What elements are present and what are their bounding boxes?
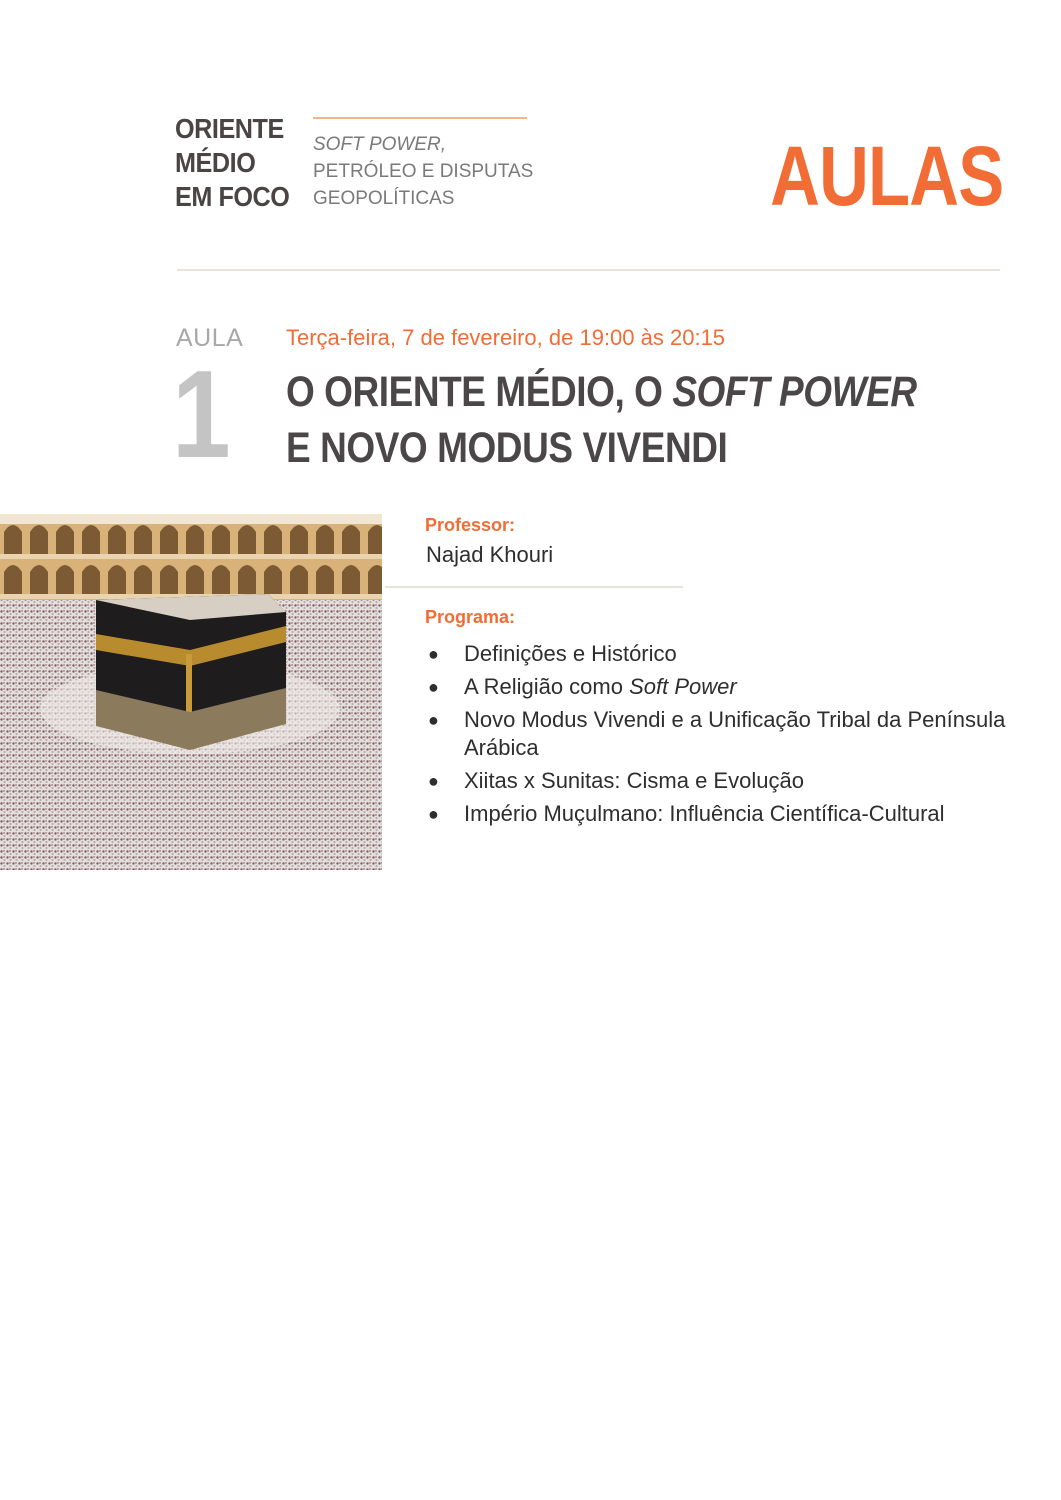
- program-item-text: A Religião como: [464, 674, 630, 699]
- program-item: [425, 673, 1025, 701]
- brand-line: MÉDIO: [175, 147, 256, 178]
- program-item: [425, 640, 1025, 668]
- kaaba-photo-illustration: [0, 514, 382, 870]
- tagline: [313, 131, 553, 212]
- program-item-text: Definições e Histórico: [464, 641, 677, 666]
- professor-name: Najad Khouri: [426, 542, 554, 567]
- lesson-title-italic: SOFT POWER: [672, 368, 917, 416]
- bullet-icon: ●: [428, 710, 439, 730]
- tagline-divider: [313, 117, 527, 119]
- program-label: Programa:: [425, 607, 516, 627]
- lesson-number: 1: [172, 346, 231, 484]
- lesson-title: [286, 364, 940, 476]
- tagline-italic: SOFT POWER,: [313, 134, 446, 155]
- brand-logo: [175, 112, 292, 214]
- lesson-date: Terça-feira, 7 de fevereiro, de 19:00 às 20:15: [286, 325, 726, 350]
- tagline-line: GEOPOLÍTICAS: [313, 188, 455, 209]
- program-item-italic: Soft Power: [629, 674, 737, 699]
- bullet-icon: ●: [428, 644, 439, 664]
- lesson-label: AULA: [176, 324, 244, 352]
- bullet-icon: ●: [428, 804, 439, 824]
- lesson-title-line1: [286, 364, 940, 420]
- brand-line: EM FOCO: [175, 181, 290, 212]
- bullet-icon: ●: [428, 677, 439, 697]
- program-item-text: Novo Modus Vivendi e a Unificação Tribal da Península Arábica: [464, 707, 1006, 760]
- header-divider: [177, 269, 1000, 271]
- section-title: AULAS: [769, 129, 1003, 223]
- program-item: [425, 800, 1025, 828]
- lesson-title-line2: E NOVO MODUS VIVENDI: [286, 424, 728, 472]
- lesson-title-plain: O ORIENTE MÉDIO, O: [286, 368, 673, 416]
- bullet-icon: ●: [428, 771, 439, 791]
- tagline-line: PETRÓLEO E DISPUTAS: [313, 161, 534, 182]
- program-item-text: Império Muçulmano: Influência Científica-Cultural: [464, 801, 945, 826]
- program-item: [425, 767, 1025, 795]
- program-list: [425, 640, 1025, 833]
- professor-label: Professor:: [425, 515, 516, 535]
- professor-divider: [385, 586, 683, 588]
- program-item-text: Xiitas x Sunitas: Cisma e Evolução: [464, 768, 804, 793]
- kaaba-crowd-photo: [0, 514, 382, 870]
- brand-line: ORIENTE: [175, 113, 284, 144]
- program-item: [425, 706, 1025, 762]
